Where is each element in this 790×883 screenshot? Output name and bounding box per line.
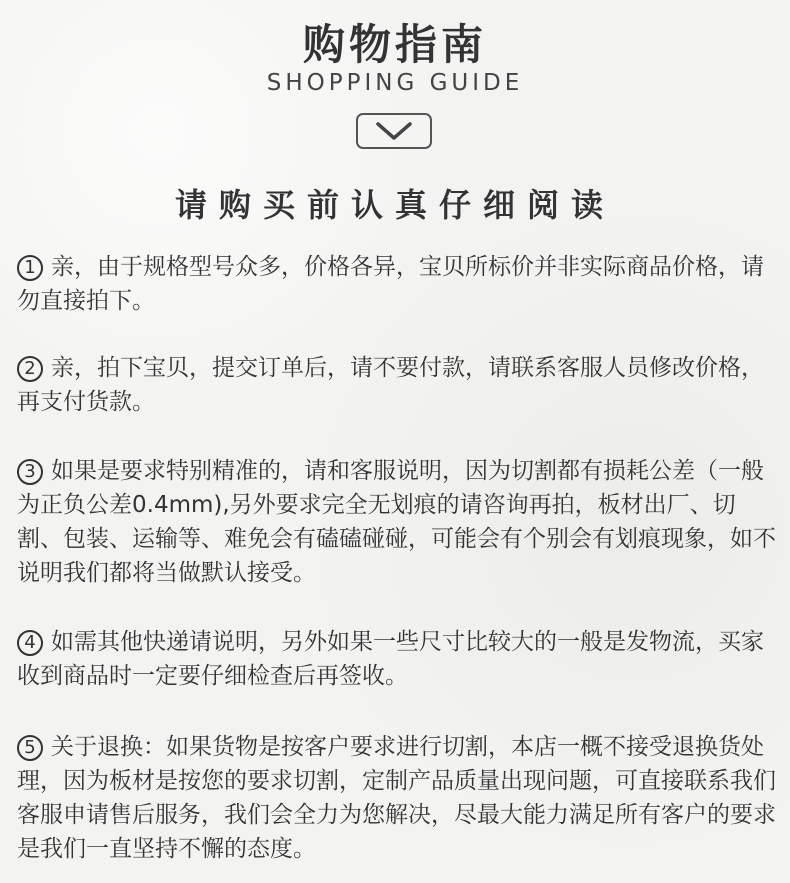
notice-text: 亲，拍下宝贝，提交订单后，请不要付款，请联系客服人员修改价格，再支付货款。 [17, 355, 764, 415]
notice-item-1 [17, 250, 779, 318]
notice-item-2 [17, 351, 779, 419]
notice-text: 亲，由于规格型号众多，价格各异，宝贝所标价并非实际商品价格，请勿直接拍下。 [17, 254, 764, 314]
reading-notice-heading: 请购买前认真仔细阅读 [174, 186, 615, 224]
chevron-down-icon [372, 119, 416, 143]
notice-number-badge: 3 [17, 459, 43, 485]
page-title-english: SHOPPING GUIDE [266, 70, 524, 96]
notice-item-5 [17, 730, 779, 866]
page-title: 购物指南 [302, 20, 487, 69]
notice-number-badge: 4 [17, 630, 43, 656]
notice-text: 如需其他快递请说明，另外如果一些尺寸比较大的一般是发物流，买家收到商品时一定要仔细检查后再签收。 [17, 629, 764, 689]
notice-text: 关于退换：如果货物是按客户要求进行切割，本店一概不接受退换货处理，因为板材是按您的要求切割，定制产品质量出现问题，可直接联系我们客服申请售后服务，我们会全力为您解决，尽最大能力满足所有客户的要求是我们一直坚持不懈的态度。 [17, 734, 776, 862]
notice-text: 如果是要求特别精准的，请和客服说明，因为切割都有损耗公差（一般为正负公差0.4mm),另外要求完全无划痕的请咨询再拍，板材出厂、切割、包装、运输等、难免会有磕磕碰碰，可能会有个别会有划痕现象，如不说明我们都将当做默认接受。 [17, 458, 776, 586]
scroll-down-button[interactable] [356, 113, 432, 149]
notice-number-badge: 5 [17, 735, 43, 761]
notice-item-3 [17, 454, 779, 590]
notice-item-4 [17, 625, 779, 693]
notice-number-badge: 1 [17, 255, 43, 281]
notice-number-badge: 2 [17, 356, 43, 382]
